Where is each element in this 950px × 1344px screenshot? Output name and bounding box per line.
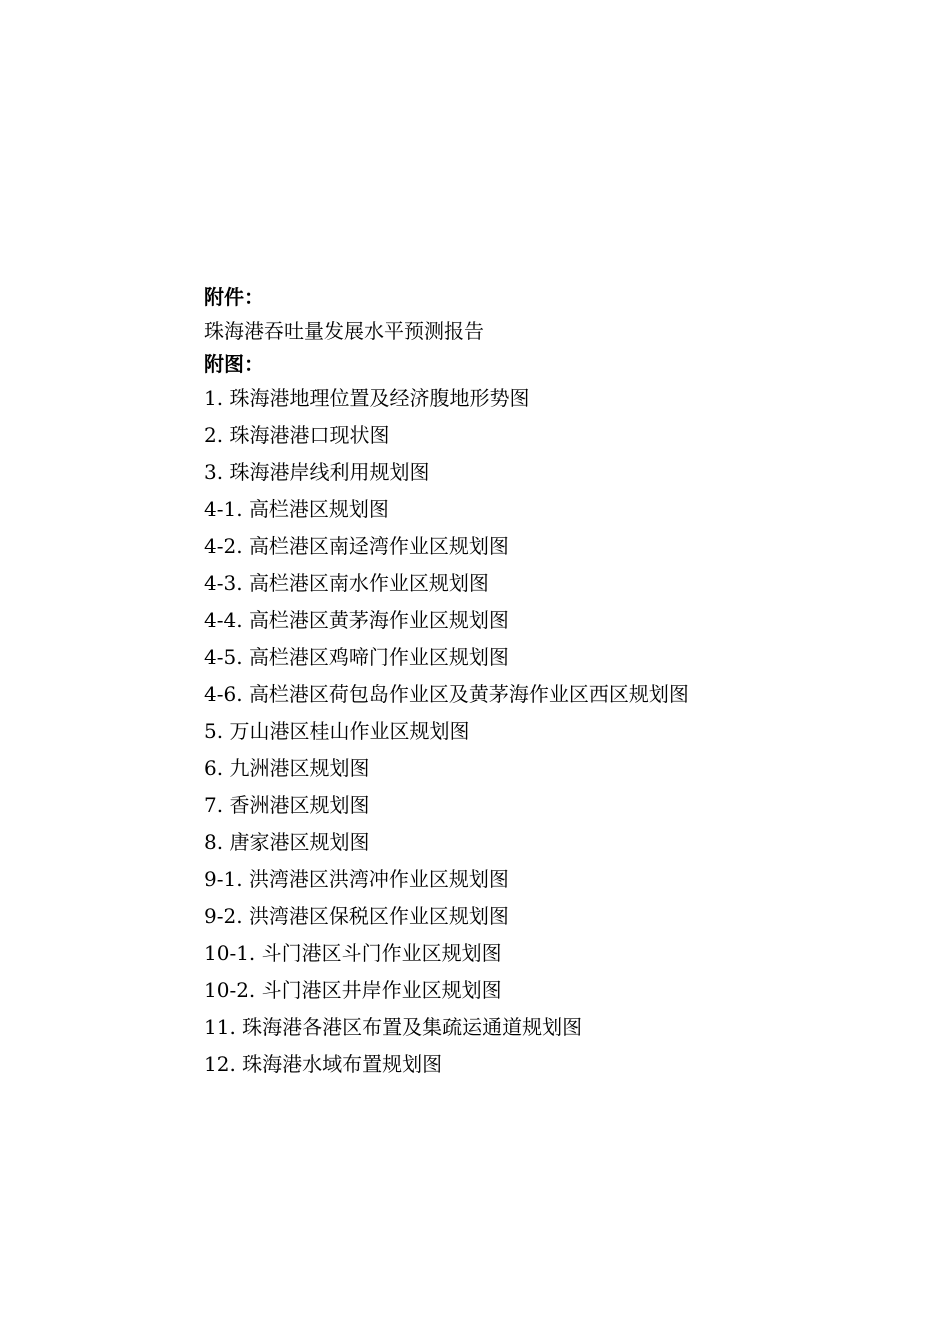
figure-item (204, 676, 904, 713)
figure-number: 9-1. (204, 867, 243, 891)
figure-item (204, 602, 904, 639)
figure-title: 洪湾港区保税区作业区规划图 (248, 904, 509, 928)
figure-item (204, 417, 904, 454)
figure-number: 2. (204, 423, 224, 447)
figure-title: 珠海港各港区布置及集疏运通道规划图 (242, 1015, 583, 1039)
figure-title: 珠海港水域布置规划图 (242, 1052, 443, 1076)
figure-item (204, 380, 904, 417)
figure-item (204, 528, 904, 565)
figure-number: 4-6. (204, 682, 243, 706)
figure-item (204, 1046, 904, 1083)
figure-title: 高栏港区荷包岛作业区及黄茅海作业区西区规划图 (248, 682, 689, 706)
figure-title: 斗门港区井岸作业区规划图 (261, 978, 502, 1002)
figure-title: 洪湾港区洪湾冲作业区规划图 (248, 867, 509, 891)
figure-number: 9-2. (204, 904, 243, 928)
figure-title: 九洲港区规划图 (229, 756, 370, 780)
figure-item (204, 935, 904, 972)
figure-item (204, 898, 904, 935)
figure-number: 1. (204, 386, 224, 410)
figure-item (204, 491, 904, 528)
figure-title: 高栏港区规划图 (248, 497, 389, 521)
figure-title: 高栏港区南水作业区规划图 (248, 571, 489, 595)
figure-number: 6. (204, 756, 224, 780)
figure-title: 珠海港岸线利用规划图 (229, 460, 430, 484)
figure-title: 高栏港区黄茅海作业区规划图 (248, 608, 509, 632)
figure-item (204, 972, 904, 1009)
figure-item (204, 639, 904, 676)
figure-number: 4-2. (204, 534, 243, 558)
figure-item (204, 1009, 904, 1046)
figure-number: 4-3. (204, 571, 243, 595)
figure-number: 4-4. (204, 608, 243, 632)
figure-item (204, 824, 904, 861)
figure-number: 10-1. (204, 941, 256, 965)
figure-title: 高栏港区鸡啼门作业区规划图 (248, 645, 509, 669)
figure-title: 香洲港区规划图 (229, 793, 370, 817)
figure-number: 3. (204, 460, 224, 484)
figure-item (204, 454, 904, 491)
figure-title: 珠海港港口现状图 (229, 423, 390, 447)
figure-item (204, 750, 904, 787)
figure-number: 7. (204, 793, 224, 817)
figure-title: 高栏港区南迳湾作业区规划图 (248, 534, 509, 558)
figure-list (204, 380, 904, 1083)
figure-item (204, 713, 904, 750)
figure-number: 10-2. (204, 978, 256, 1002)
figure-title: 万山港区桂山作业区规划图 (229, 719, 470, 743)
figure-title: 斗门港区斗门作业区规划图 (261, 941, 502, 965)
figure-title: 唐家港区规划图 (229, 830, 370, 854)
appendix-section (204, 282, 904, 1083)
figure-number: 11. (204, 1015, 236, 1039)
figure-title: 珠海港地理位置及经济腹地形势图 (229, 386, 530, 410)
figure-number: 12. (204, 1052, 236, 1076)
figure-number: 4-1. (204, 497, 243, 521)
figure-number: 4-5. (204, 645, 243, 669)
figure-item (204, 565, 904, 602)
figure-number: 5. (204, 719, 224, 743)
figure-item (204, 787, 904, 824)
figure-number: 8. (204, 830, 224, 854)
attachment-item: 珠海港吞吐量发展水平预测报告 (204, 319, 484, 343)
figure-item (204, 861, 904, 898)
figures-heading: 附图： (204, 352, 264, 376)
attachment-heading: 附件： (204, 285, 264, 309)
